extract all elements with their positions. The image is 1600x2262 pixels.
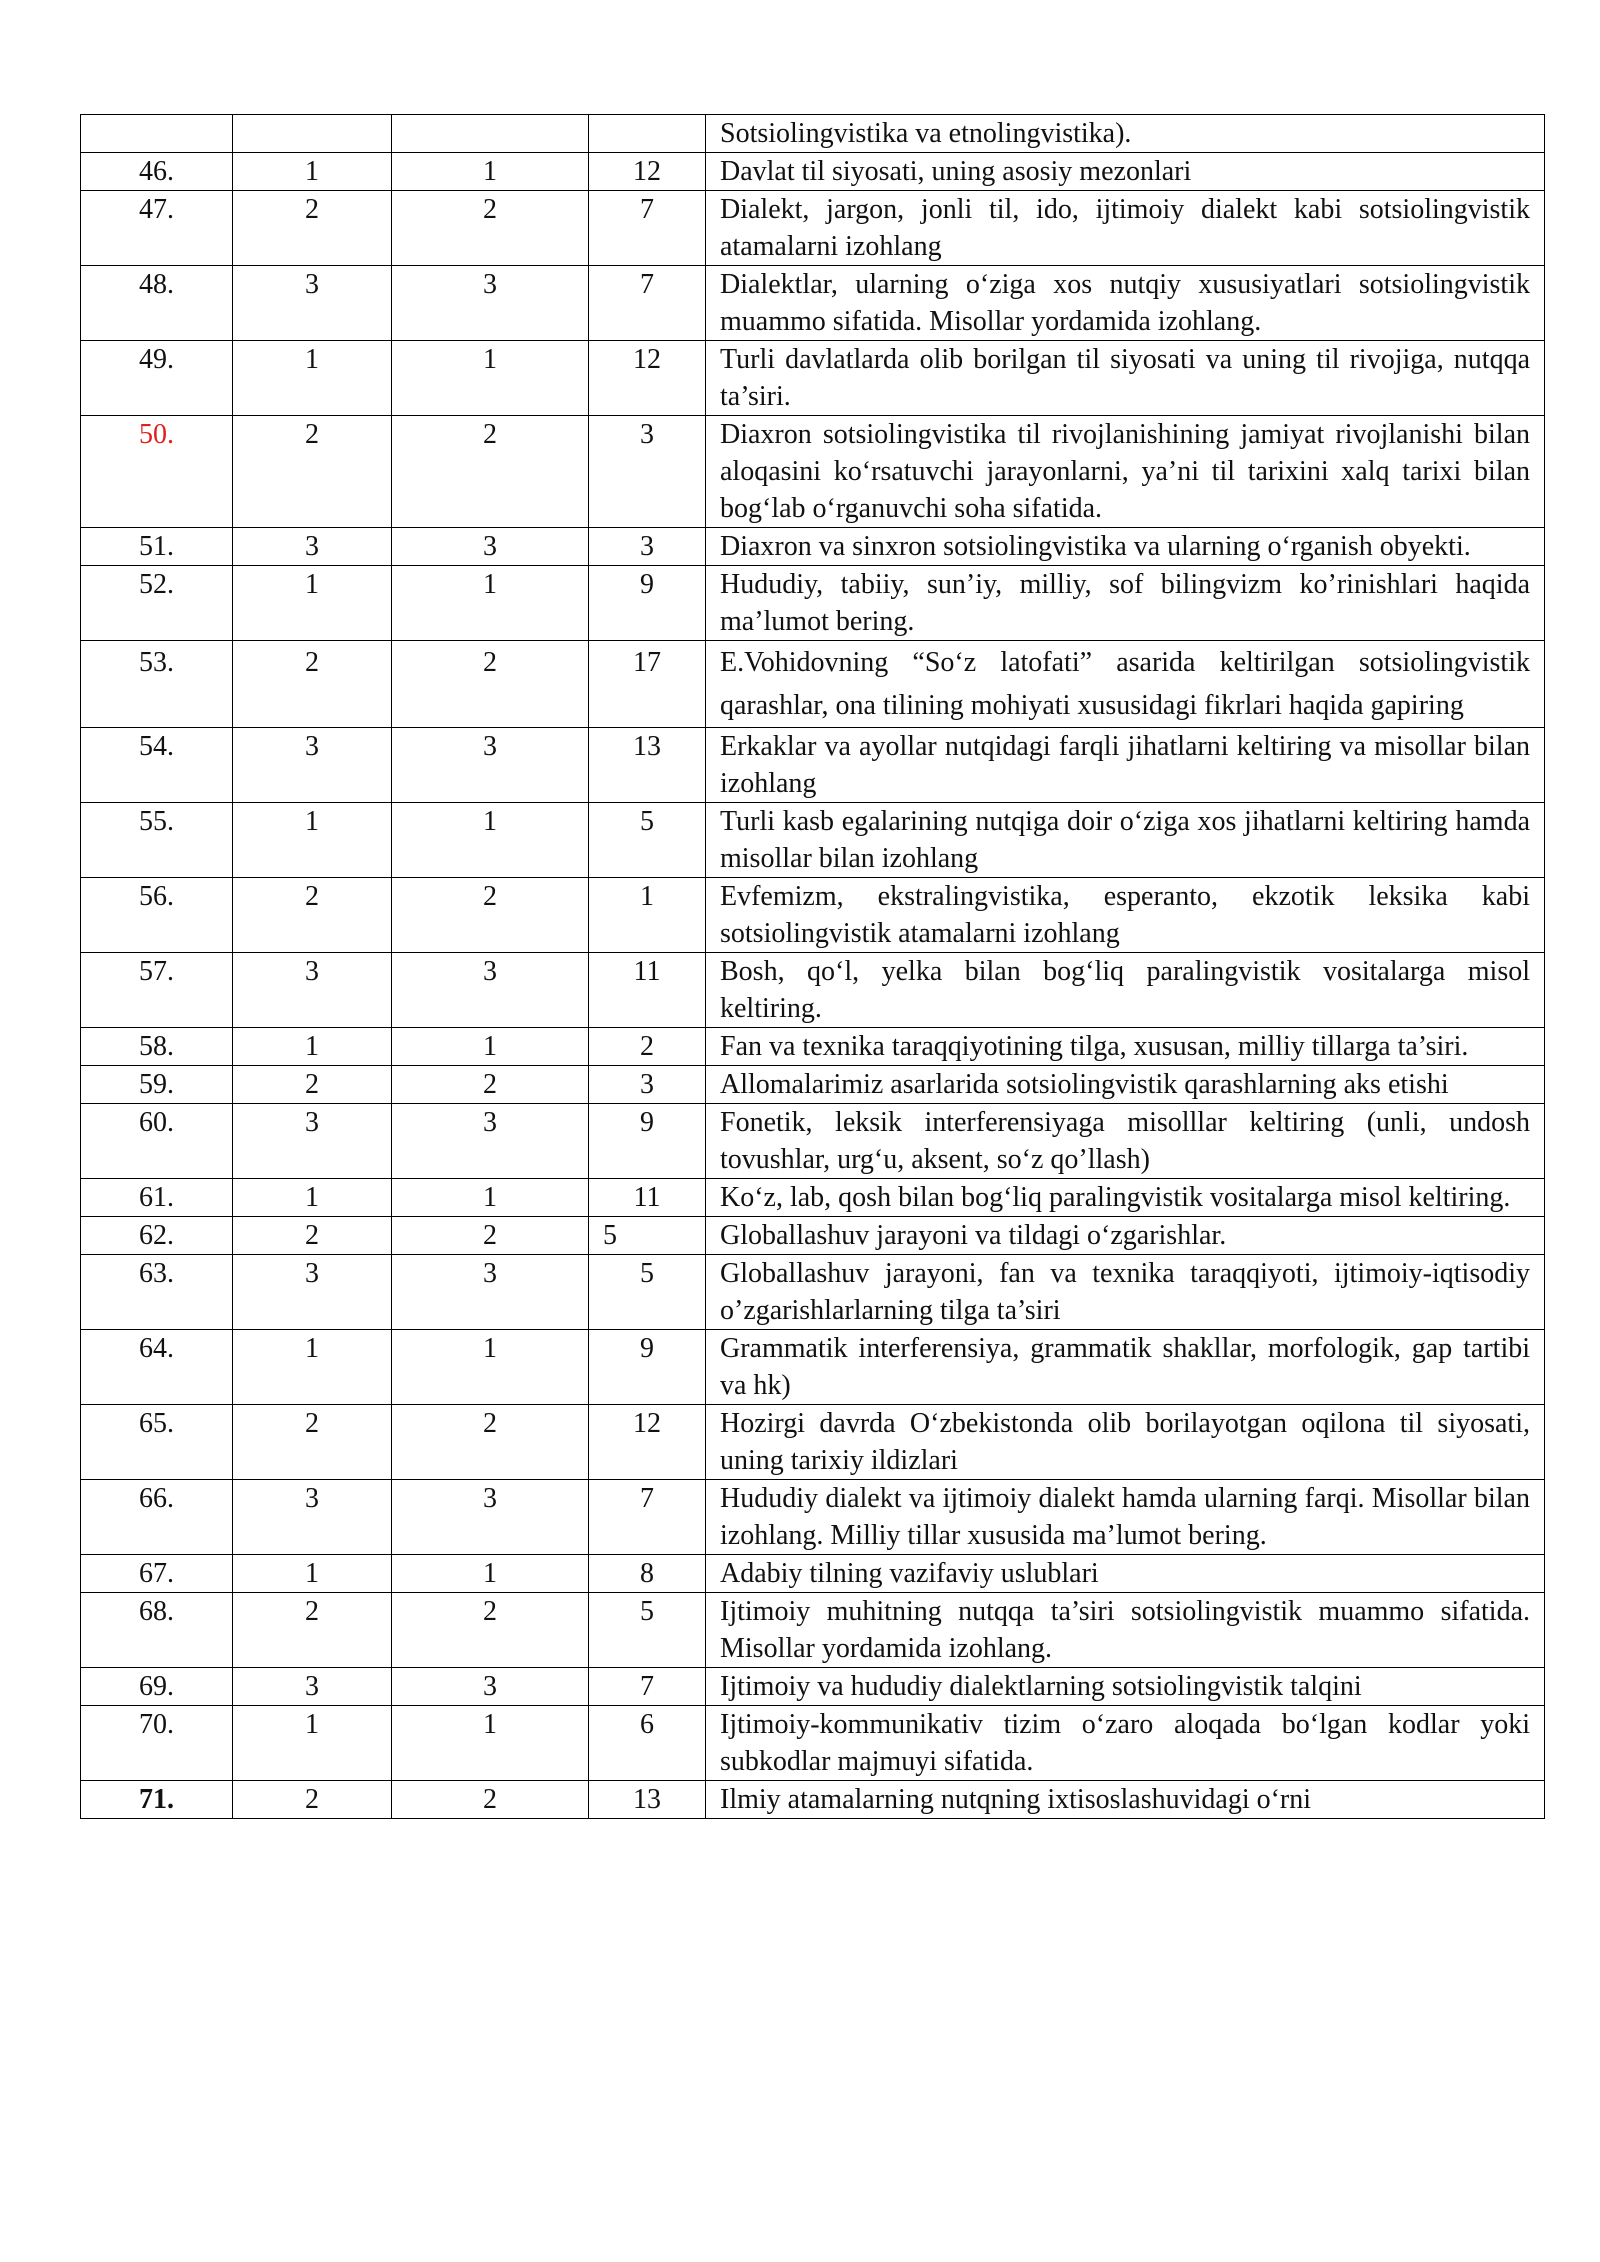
table-row: [81, 1593, 1545, 1668]
column-c-value: 6: [589, 1706, 706, 1781]
table-row: [81, 1330, 1545, 1405]
column-c-value: 12: [589, 1405, 706, 1480]
row-number: 55.: [81, 803, 233, 878]
column-c-value: 9: [589, 1330, 706, 1405]
column-c-value: 3: [589, 1066, 706, 1104]
column-b-value: 2: [392, 1405, 589, 1480]
row-number: 51.: [81, 528, 233, 566]
column-a-value: 1: [233, 1706, 392, 1781]
column-c-value: 2: [589, 1028, 706, 1066]
question-text: Ijtimoiy muhitning nutqqa ta’siri sotsiolingvistik muammo sifatida. Misollar yordamida izohlang.: [706, 1593, 1545, 1668]
row-number: 62.: [81, 1217, 233, 1255]
question-text: Ko‘z, lab, qosh bilan bog‘liq paralingvistik vositalarga misol keltiring.: [706, 1179, 1545, 1217]
column-b-value: 1: [392, 1706, 589, 1781]
column-a-value: 1: [233, 1555, 392, 1593]
questions-table: [80, 114, 1545, 1819]
row-number: [81, 115, 233, 153]
column-a-value: 2: [233, 416, 392, 528]
column-a-value: 2: [233, 191, 392, 266]
column-a-value: 2: [233, 878, 392, 953]
column-c-value: 5: [589, 803, 706, 878]
column-b-value: [392, 115, 589, 153]
column-b-value: 1: [392, 1330, 589, 1405]
row-number: 56.: [81, 878, 233, 953]
row-number: 61.: [81, 1179, 233, 1217]
row-number: 59.: [81, 1066, 233, 1104]
table-row: [81, 566, 1545, 641]
table-row: [81, 1104, 1545, 1179]
table-row: [81, 1706, 1545, 1781]
column-a-value: 1: [233, 153, 392, 191]
row-number: 47.: [81, 191, 233, 266]
column-c-value: [589, 115, 706, 153]
column-c-value: 7: [589, 1668, 706, 1706]
column-a-value: 2: [233, 641, 392, 728]
row-number: 68.: [81, 1593, 233, 1668]
question-text: Hozirgi davrda O‘zbekistonda olib borilayotgan oqilona til siyosati, uning tarixiy ildizlari: [706, 1405, 1545, 1480]
row-number: 49.: [81, 341, 233, 416]
column-a-value: 1: [233, 1330, 392, 1405]
table-row: [81, 153, 1545, 191]
column-a-value: 3: [233, 1480, 392, 1555]
question-text: Diaxron va sinxron sotsiolingvistika va ularning o‘rganish obyekti.: [706, 528, 1545, 566]
row-number-bold: 71.: [81, 1781, 233, 1819]
column-b-value: 2: [392, 1781, 589, 1819]
question-text: Allomalarimiz asarlarida sotsiolingvistik qarashlarning aks etishi: [706, 1066, 1545, 1104]
table-row: [81, 1480, 1545, 1555]
table-row: [81, 416, 1545, 528]
column-c-value: 7: [589, 191, 706, 266]
question-text: Ijtimoiy-kommunikativ tizim o‘zaro aloqada bo‘lgan kodlar yoki subkodlar majmuyi sifatida.: [706, 1706, 1545, 1781]
table-row: [81, 1781, 1545, 1819]
column-a-value: 3: [233, 728, 392, 803]
question-text: Evfemizm, ekstralingvistika, esperanto, ekzotik leksika kabi sotsiolingvistik atamalarni izohlang: [706, 878, 1545, 953]
column-c-value: 3: [589, 416, 706, 528]
column-b-value: 2: [392, 1593, 589, 1668]
column-c-value: 11: [589, 953, 706, 1028]
table-row: [81, 1255, 1545, 1330]
column-b-value: 1: [392, 1028, 589, 1066]
column-a-value: 3: [233, 1104, 392, 1179]
question-text: Sotsiolingvistika va etnolingvistika).: [706, 115, 1545, 153]
table-row: [81, 1179, 1545, 1217]
table-row: [81, 728, 1545, 803]
question-text: Turli kasb egalarining nutqiga doir o‘ziga xos jihatlarni keltiring hamda misollar bilan izohlang: [706, 803, 1545, 878]
column-b-value: 3: [392, 1480, 589, 1555]
column-a-value: 3: [233, 1668, 392, 1706]
column-b-value: 1: [392, 803, 589, 878]
column-c-value: 17: [589, 641, 706, 728]
column-b-value: 3: [392, 1104, 589, 1179]
question-text: Grammatik interferensiya, grammatik shakllar, morfologik, gap tartibi va hk): [706, 1330, 1545, 1405]
column-b-value: 3: [392, 953, 589, 1028]
row-number: 54.: [81, 728, 233, 803]
table-row: [81, 1028, 1545, 1066]
column-a-value: 3: [233, 528, 392, 566]
column-c-value: 3: [589, 528, 706, 566]
question-text: Hududiy dialekt va ijtimoiy dialekt hamda ularning farqi. Misollar bilan izohlang. Milliy tillar xususida ma’lumot bering.: [706, 1480, 1545, 1555]
column-b-value: 1: [392, 153, 589, 191]
column-b-value: 3: [392, 728, 589, 803]
question-text: Fonetik, leksik interferensiyaga misolllar keltiring (unli, undosh tovushlar, urg‘u, aksent, so‘z qo’llash): [706, 1104, 1545, 1179]
column-a-value: 3: [233, 1255, 392, 1330]
table-row: [81, 878, 1545, 953]
table-row: [81, 266, 1545, 341]
column-a-value: 2: [233, 1217, 392, 1255]
row-number: 66.: [81, 1480, 233, 1555]
question-text: Bosh, qo‘l, yelka bilan bog‘liq paralingvistik vositalarga misol keltiring.: [706, 953, 1545, 1028]
table-row: [81, 803, 1545, 878]
table-row: [81, 1405, 1545, 1480]
column-a-value: 2: [233, 1781, 392, 1819]
column-a-value: 1: [233, 566, 392, 641]
row-number: 67.: [81, 1555, 233, 1593]
row-number: 65.: [81, 1405, 233, 1480]
column-c-value: 5: [589, 1217, 706, 1255]
question-text: Fan va texnika taraqqiyotining tilga, xususan, milliy tillarga ta’siri.: [706, 1028, 1545, 1066]
row-number: 69.: [81, 1668, 233, 1706]
table-row: [81, 953, 1545, 1028]
row-number-highlighted: 50.: [81, 416, 233, 528]
table-row: [81, 341, 1545, 416]
column-c-value: 9: [589, 566, 706, 641]
question-text: Dialekt, jargon, jonli til, ido, ijtimoiy dialekt kabi sotsiolingvistik atamalarni izohlang: [706, 191, 1545, 266]
column-b-value: 1: [392, 566, 589, 641]
column-c-value: 9: [589, 1104, 706, 1179]
row-number: 63.: [81, 1255, 233, 1330]
column-a-value: 2: [233, 1405, 392, 1480]
table-row: [81, 528, 1545, 566]
column-a-value: 1: [233, 1028, 392, 1066]
question-text: Dialektlar, ularning o‘ziga xos nutqiy xususiyatlari sotsiolingvistik muammo sifatida. Misollar yordamida izohlang.: [706, 266, 1545, 341]
row-number: 53.: [81, 641, 233, 728]
column-b-value: 2: [392, 191, 589, 266]
row-number: 57.: [81, 953, 233, 1028]
table-row: [81, 1555, 1545, 1593]
question-text: Davlat til siyosati, uning asosiy mezonlari: [706, 153, 1545, 191]
table-row: [81, 1217, 1545, 1255]
table-row: [81, 191, 1545, 266]
question-text: Turli davlatlarda olib borilgan til siyosati va uning til rivojiga, nutqqa ta’siri.: [706, 341, 1545, 416]
column-c-value: 5: [589, 1593, 706, 1668]
row-number: 70.: [81, 1706, 233, 1781]
column-a-value: 1: [233, 341, 392, 416]
question-text: Globallashuv jarayoni va tildagi o‘zgarishlar.: [706, 1217, 1545, 1255]
column-b-value: 3: [392, 266, 589, 341]
column-b-value: 3: [392, 1255, 589, 1330]
row-number: 58.: [81, 1028, 233, 1066]
question-text: Ilmiy atamalarning nutqning ixtisoslashuvidagi o‘rni: [706, 1781, 1545, 1819]
column-b-value: 1: [392, 341, 589, 416]
column-b-value: 2: [392, 878, 589, 953]
question-text: Ijtimoiy va hududiy dialektlarning sotsiolingvistik talqini: [706, 1668, 1545, 1706]
column-b-value: 3: [392, 1668, 589, 1706]
column-a-value: 2: [233, 1593, 392, 1668]
column-a-value: 3: [233, 266, 392, 341]
column-c-value: 12: [589, 341, 706, 416]
question-text: Diaxron sotsiolingvistika til rivojlanishining jamiyat rivojlanishi bilan aloqasini ko‘rsatuvchi jarayonlarni, ya’ni til tarixini xalq tarixi bilan bog‘lab o‘rganuvchi soha sifatida.: [706, 416, 1545, 528]
row-number: 46.: [81, 153, 233, 191]
column-c-value: 7: [589, 266, 706, 341]
column-c-value: 13: [589, 728, 706, 803]
column-c-value: 8: [589, 1555, 706, 1593]
question-text: Adabiy tilning vazifaviy uslublari: [706, 1555, 1545, 1593]
column-c-value: 5: [589, 1255, 706, 1330]
column-b-value: 2: [392, 416, 589, 528]
column-a-value: 1: [233, 803, 392, 878]
question-text: Globallashuv jarayoni, fan va texnika taraqqiyoti, ijtimoiy-iqtisodiy o’zgarishlarlarning tilga ta’siri: [706, 1255, 1545, 1330]
question-text: Hududiy, tabiiy, sun’iy, milliy, sof bilingvizm ko’rinishlari haqida ma’lumot bering.: [706, 566, 1545, 641]
column-c-value: 1: [589, 878, 706, 953]
table-row: [81, 1668, 1545, 1706]
row-number: 48.: [81, 266, 233, 341]
column-b-value: 2: [392, 641, 589, 728]
column-c-value: 12: [589, 153, 706, 191]
table-row: [81, 1066, 1545, 1104]
table-row: [81, 115, 1545, 153]
column-c-value: 7: [589, 1480, 706, 1555]
column-c-value: 11: [589, 1179, 706, 1217]
column-a-value: 3: [233, 953, 392, 1028]
column-b-value: 1: [392, 1555, 589, 1593]
column-c-value: 13: [589, 1781, 706, 1819]
column-a-value: 1: [233, 1179, 392, 1217]
column-b-value: 1: [392, 1179, 589, 1217]
column-b-value: 2: [392, 1066, 589, 1104]
column-a-value: [233, 115, 392, 153]
column-b-value: 3: [392, 528, 589, 566]
question-text: Erkaklar va ayollar nutqidagi farqli jihatlarni keltiring va misollar bilan izohlang: [706, 728, 1545, 803]
question-text: E.Vohidovning “So‘z latofati” asarida keltirilgan sotsiolingvistik qarashlar, ona tilining mohiyati xususidagi fikrlari haqida gapiring: [706, 641, 1545, 728]
column-b-value: 2: [392, 1217, 589, 1255]
row-number: 52.: [81, 566, 233, 641]
column-a-value: 2: [233, 1066, 392, 1104]
table-row: [81, 641, 1545, 728]
row-number: 60.: [81, 1104, 233, 1179]
row-number: 64.: [81, 1330, 233, 1405]
